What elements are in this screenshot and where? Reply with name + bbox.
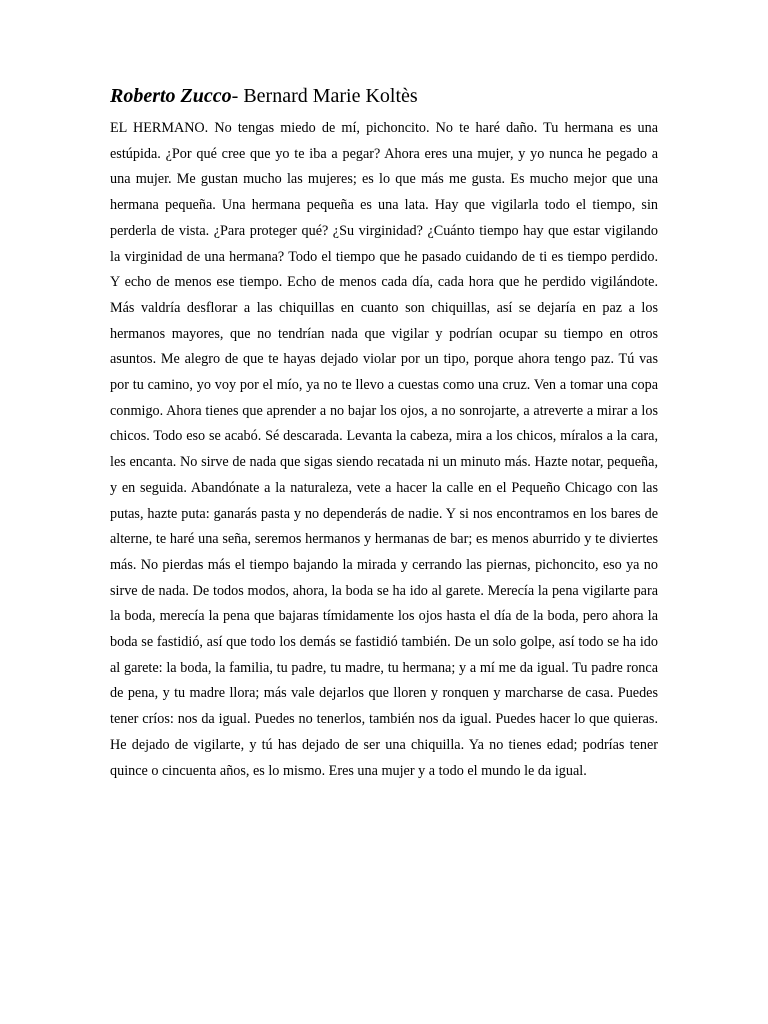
body-paragraph: EL HERMANO. No tengas miedo de mí, pichoncito. No te haré daño. Tu hermana es una estúpida. ¿Por qué cree que yo te iba a pegar? Ahora eres una mujer, y yo nunca he pegado a una mujer. Me gustan mucho las mujeres; es lo que más me gusta. Es mucho mejor que una hermana pequeña. Una hermana pequeña es una lata. Hay que vigilarla todo el tiempo, sin perderla de vista. ¿Para proteger qué? ¿Su virginidad? ¿Cuánto tiempo hay que estar vigilando la virginidad de una hermana? Todo el tiempo que he pasado cuidando de ti es tiempo perdido. Y echo de menos ese tiempo. Echo de menos cada día, cada hora que he perdido vigilándote. Más valdría desflorar a las chiquillas en cuanto son chiquillas, así se dejaría en paz a los hermanos mayores, que no tendrían nada que vigilar y podrían ocupar su tiempo en otros asuntos. Me alegro de que te hayas dejado violar por un tipo, porque ahora tengo paz. Tú vas por tu camino, yo voy por el mío, ya no te llevo a cuestas como una cruz. Ven a tomar una copa conmigo. Ahora tienes que aprender a no bajar los ojos, a no sonrojarte, a atreverte a mirar a los chicos. Todo eso se acabó. Sé descarada. Levanta la cabeza, mira a los chicos, míralos a la cara, les encanta. No sirve de nada que sigas siendo recatada ni un minuto más. Hazte notar, pequeña, y en seguida. Abandónate a la naturaleza, vete a hacer la calle en el Pequeño Chicago con las putas, hazte puta: ganarás pasta y no dependerás de nadie. Y si nos encontramos en los bares de alterne, te haré una seña, seremos hermanos y hermanas de bar; es menos aburrido y te diviertes más. No pierdas más el tiempo bajando la mirada y cerrando las piernas, pichoncito, eso ya no sirve de nada. De todos modos, ahora, la boda se ha ido al garete. Merecía la pena vigilarte para la boda, merecía la pena que bajaras tímidamente los ojos hasta el día de la boda, pero ahora la boda se fastidió, así que todo los demás se fastidió también. De un solo golpe, así todo se ha ido al garete: la boda, la familia, tu padre, tu madre, tu hermana; y a mí me da igual. Tu padre ronca de pena, y tu madre llora; más vale dejarlos que lloren y ronquen y marcharse de casa. Puedes tener críos: nos da igual. Puedes no tenerlos, también nos da igual. Puedes hacer lo que quieras. He dejado de vigilarte, y tú has dejado de ser una chiquilla. Ya no tienes edad; podrías tener quince o cincuenta años, es lo mismo. Eres una mujer y a todo el mundo le da igual.	[110, 120, 658, 779]
title-work: Roberto Zucco	[110, 85, 232, 107]
title-author: - Bernard Marie Koltès	[231, 85, 418, 107]
document-title	[110, 84, 658, 108]
document-page	[110, 84, 658, 784]
